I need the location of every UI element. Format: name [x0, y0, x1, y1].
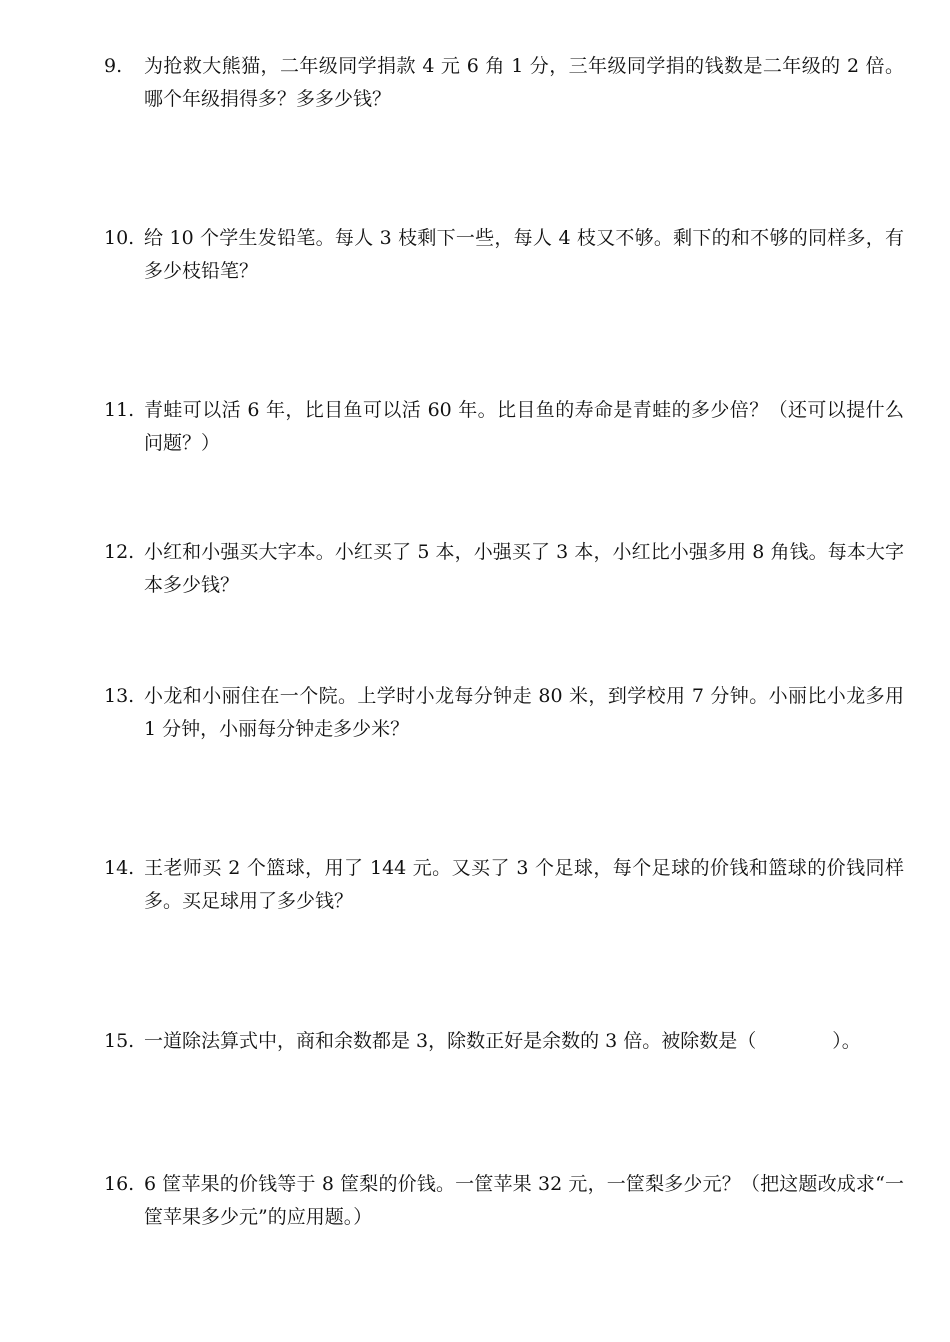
problem-text: 为抢救大熊猫，二年级同学捐款 4 元 6 角 1 分，三年级同学捐的钱数是二年级的 2 倍。哪个年级捐得多？多多少钱？ [144, 55, 904, 110]
problem-text: 小红和小强买大字本。小红买了 5 本，小强买了 3 本，小红比小强多用 8 角钱。每本大字本多少钱？ [144, 541, 904, 596]
problem-number: 9. [104, 55, 123, 77]
problem-16 [104, 1168, 904, 1234]
problem-number: 15. [104, 1030, 135, 1052]
problem-number: 12. [104, 541, 135, 563]
problem-10 [104, 222, 904, 288]
problem-9 [104, 50, 904, 116]
problem-number: 16. [104, 1173, 135, 1195]
problem-number: 11. [104, 399, 135, 421]
problem-13 [104, 680, 904, 746]
problem-11 [104, 394, 904, 460]
problem-text: 给 10 个学生发铅笔。每人 3 枝剩下一些，每人 4 枝又不够。剩下的和不够的同样多，有多少枝铅笔？ [144, 227, 904, 282]
problem-text: 6 筐苹果的价钱等于 8 筐梨的价钱。一筐苹果 32 元，一筐梨多少元？（把这题改成求“一筐苹果多少元”的应用题。） [144, 1173, 904, 1228]
problem-text: 一道除法算式中，商和余数都是 3，除数正好是余数的 3 倍。被除数是（ ）。 [144, 1030, 861, 1052]
problem-text: 小龙和小丽住在一个院。上学时小龙每分钟走 80 米，到学校用 7 分钟。小丽比小龙多用 1 分钟，小丽每分钟走多少米？ [144, 685, 904, 740]
problem-number: 13. [104, 685, 135, 707]
problem-number: 14. [104, 857, 135, 879]
problem-15 [104, 1025, 904, 1058]
problem-text: 青蛙可以活 6 年，比目鱼可以活 60 年。比目鱼的寿命是青蛙的多少倍？（还可以提什么问题？） [144, 399, 904, 454]
problem-12 [104, 536, 904, 602]
problem-14 [104, 852, 904, 918]
problem-number: 10. [104, 227, 135, 249]
problem-text: 王老师买 2 个篮球，用了 144 元。又买了 3 个足球，每个足球的价钱和篮球的价钱同样多。买足球用了多少钱？ [144, 857, 904, 912]
